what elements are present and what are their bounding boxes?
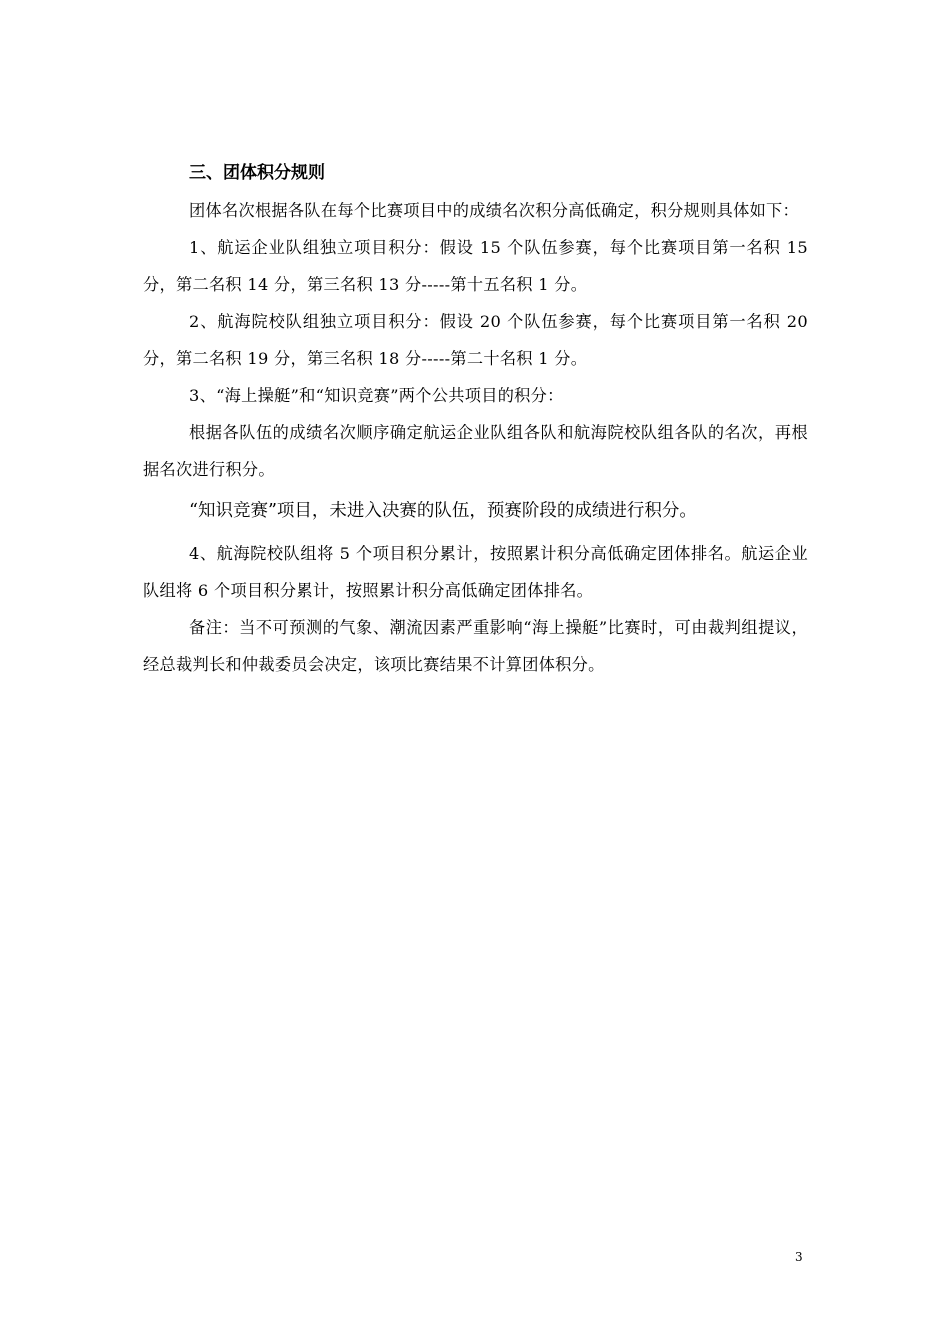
paragraph-rule-3-detail: 根据各队伍的成绩名次顺序确定航运企业队组各队和航海院校队组各队的名次，再根据名次进行积分。 — [143, 423, 808, 479]
paragraph-rule-4: 4、航海院校队组将 5 个项目积分累计，按照累计积分高低确定团体排名。航运企业队组将 6 个项目积分累计，按照累计积分高低确定团体排名。 — [143, 544, 808, 600]
paragraph-rule-2: 2、航海院校队组独立项目积分：假设 20 个队伍参赛，每个比赛项目第一名积 20 分，第二名积 19 分，第三名积 18 分-----第二十名积 1 分。 — [143, 312, 808, 368]
paragraph-remark: 备注：当不可预测的气象、潮流因素严重影响“海上操艇”比赛时，可由裁判组提议，经总裁判长和仲裁委员会决定，该项比赛结果不计算团体积分。 — [143, 618, 808, 674]
paragraph-quiz-note: “知识竞赛”项目，未进入决赛的队伍，预赛阶段的成绩进行积分。 — [189, 501, 697, 521]
paragraph-intro: 团体名次根据各队在每个比赛项目中的成绩名次积分高低确定，积分规则具体如下： — [189, 201, 800, 220]
section-heading: 三、团体积分规则 — [189, 163, 325, 183]
paragraph-rule-1: 1、航运企业队组独立项目积分：假设 15 个队伍参赛，每个比赛项目第一名积 15 分，第二名积 14 分，第三名积 13 分-----第十五名积 1 分。 — [143, 238, 808, 294]
page-number: 3 — [795, 1250, 803, 1264]
document-body — [143, 154, 808, 683]
paragraph-rule-3: 3、“海上操艇”和“知识竞赛”两个公共项目的积分： — [189, 386, 564, 405]
